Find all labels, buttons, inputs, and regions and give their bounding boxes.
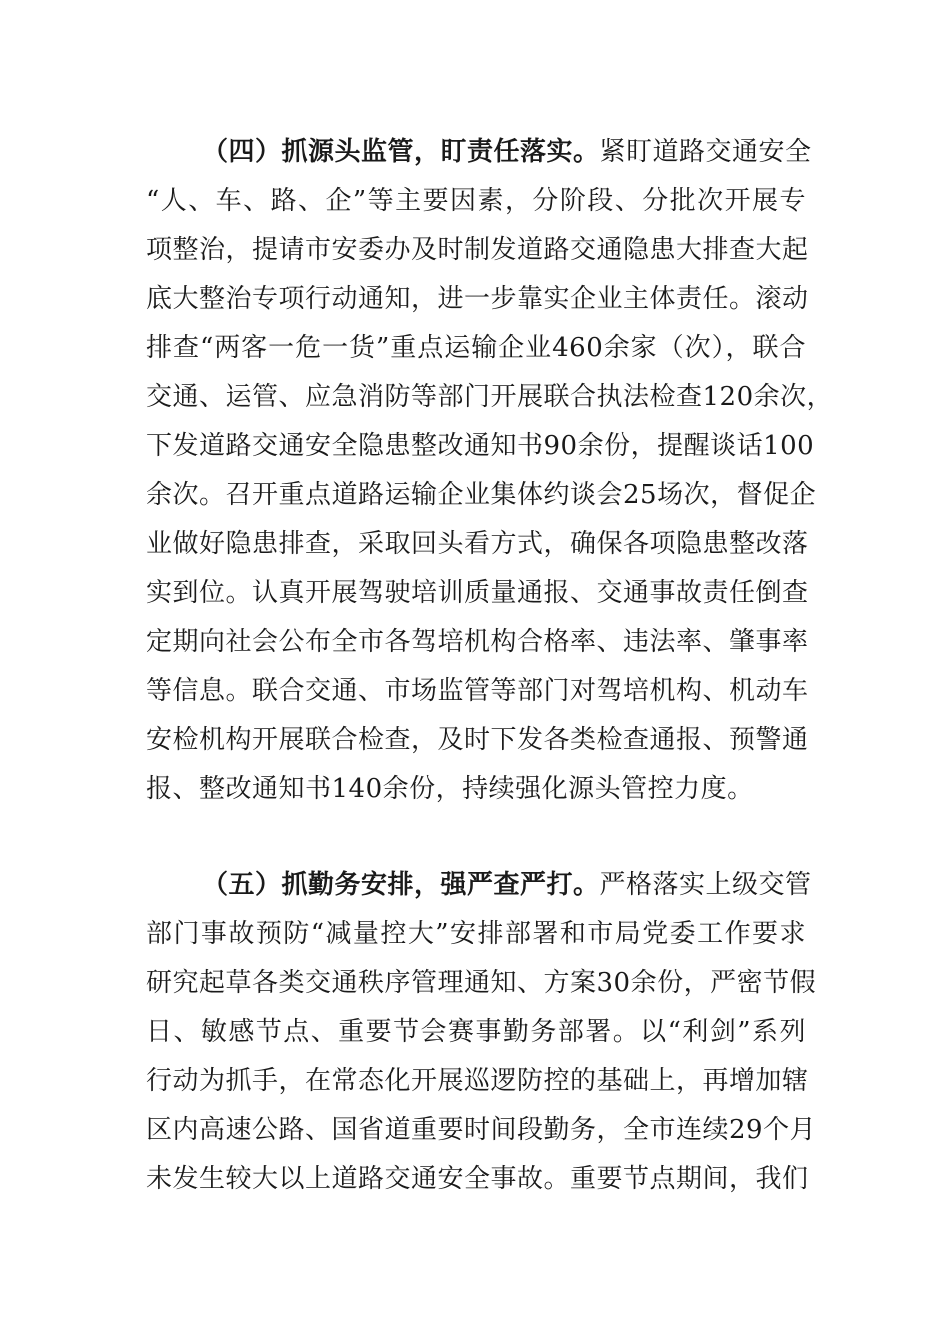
text-line: 实到位。认真开展驾驶培训质量通报、交通事故责任倒查 [146,578,809,608]
section-5-first-line-text: 严格落实上级交管 [599,870,812,900]
text-line: “人、车、路、企”等主要因素，分阶段、分批次开展专 [146,186,806,216]
text-line: 部门事故预防“减量控大”安排部署和市局党委工作要求 [146,919,806,949]
text-line: 业做好隐患排查，采取回头看方式，确保各项隐患整改落 [146,529,809,559]
text-line: 底大整治专项行动通知，进一步靠实企业主体责任。滚动 [146,284,809,314]
text-line: 报、整改通知书140余份，持续强化源头管控力度。 [146,774,754,804]
section-4-first-line [146,128,812,177]
text-line: 未发生较大以上道路交通安全事故。重要节点期间，我们 [146,1164,809,1194]
text-line: 定期向社会公布全市各驾培机构合格率、违法率、肇事率 [146,627,809,657]
text-line: 区内高速公路、国省道重要时间段勤务，全市连续29个月 [146,1115,817,1145]
section-4-paragraph [146,128,834,814]
text-line: 日、敏感节点、重要节会赛事勤务部署。以“利剑”系列 [146,1017,806,1047]
text-line: 项整治，提请市安委办及时制发道路交通隐患大排查大起 [146,235,809,265]
text-line: 排查“两客一危一货”重点运输企业460余家（次），联合 [146,333,806,363]
text-line: 等信息。联合交通、市场监管等部门对驾培机构、机动车 [146,676,809,706]
section-4-first-line-text: 紧盯道路交通安全 [599,137,812,167]
text-line: 余次。召开重点道路运输企业集体约谈会25场次，督促企 [146,480,817,510]
section-5-paragraph [146,861,817,1204]
section-4-heading: （四）抓源头监管，盯责任落实。 [202,137,600,167]
text-line: 安检机构开展联合检查，及时下发各类检查通报、预警通 [146,725,809,755]
section-5-first-line [146,861,812,910]
text-line: 研究起草各类交通秩序管理通知、方案30余份，严密节假 [146,968,817,998]
text-line: 交通、运管、应急消防等部门开展联合执法检查120余次， [146,382,834,412]
section-5-heading: （五）抓勤务安排，强严查严打。 [202,870,600,900]
text-line: 行动为抓手，在常态化开展巡逻防控的基础上，再增加辖 [146,1066,809,1096]
text-line: 下发道路交通安全隐患整改通知书90余份，提醒谈话100 [146,431,815,461]
